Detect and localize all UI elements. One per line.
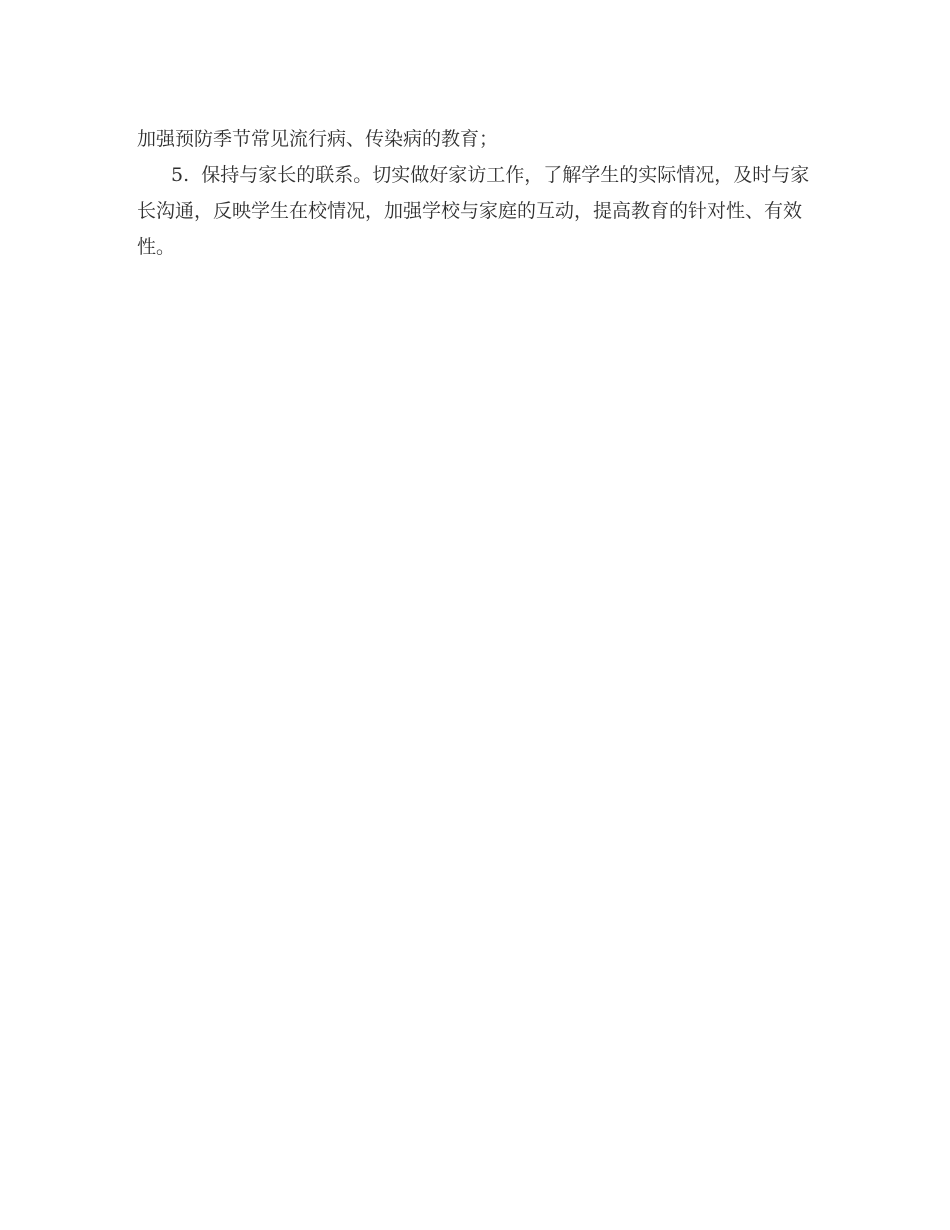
paragraph-line-2: 5. 保持与家长的联系。切实做好家访工作，了解学生的实际情况，及时与家	[171, 164, 810, 186]
paragraph-line-1: 加强预防季节常见流行病、传染病的教育；	[137, 128, 499, 150]
paragraph-line-4: 性。	[137, 236, 176, 258]
paragraph-line-3: 长沟通，反映学生在校情况，加强学校与家庭的互动，提高教育的针对性、有效	[137, 200, 803, 222]
document-text-block	[137, 121, 815, 265]
